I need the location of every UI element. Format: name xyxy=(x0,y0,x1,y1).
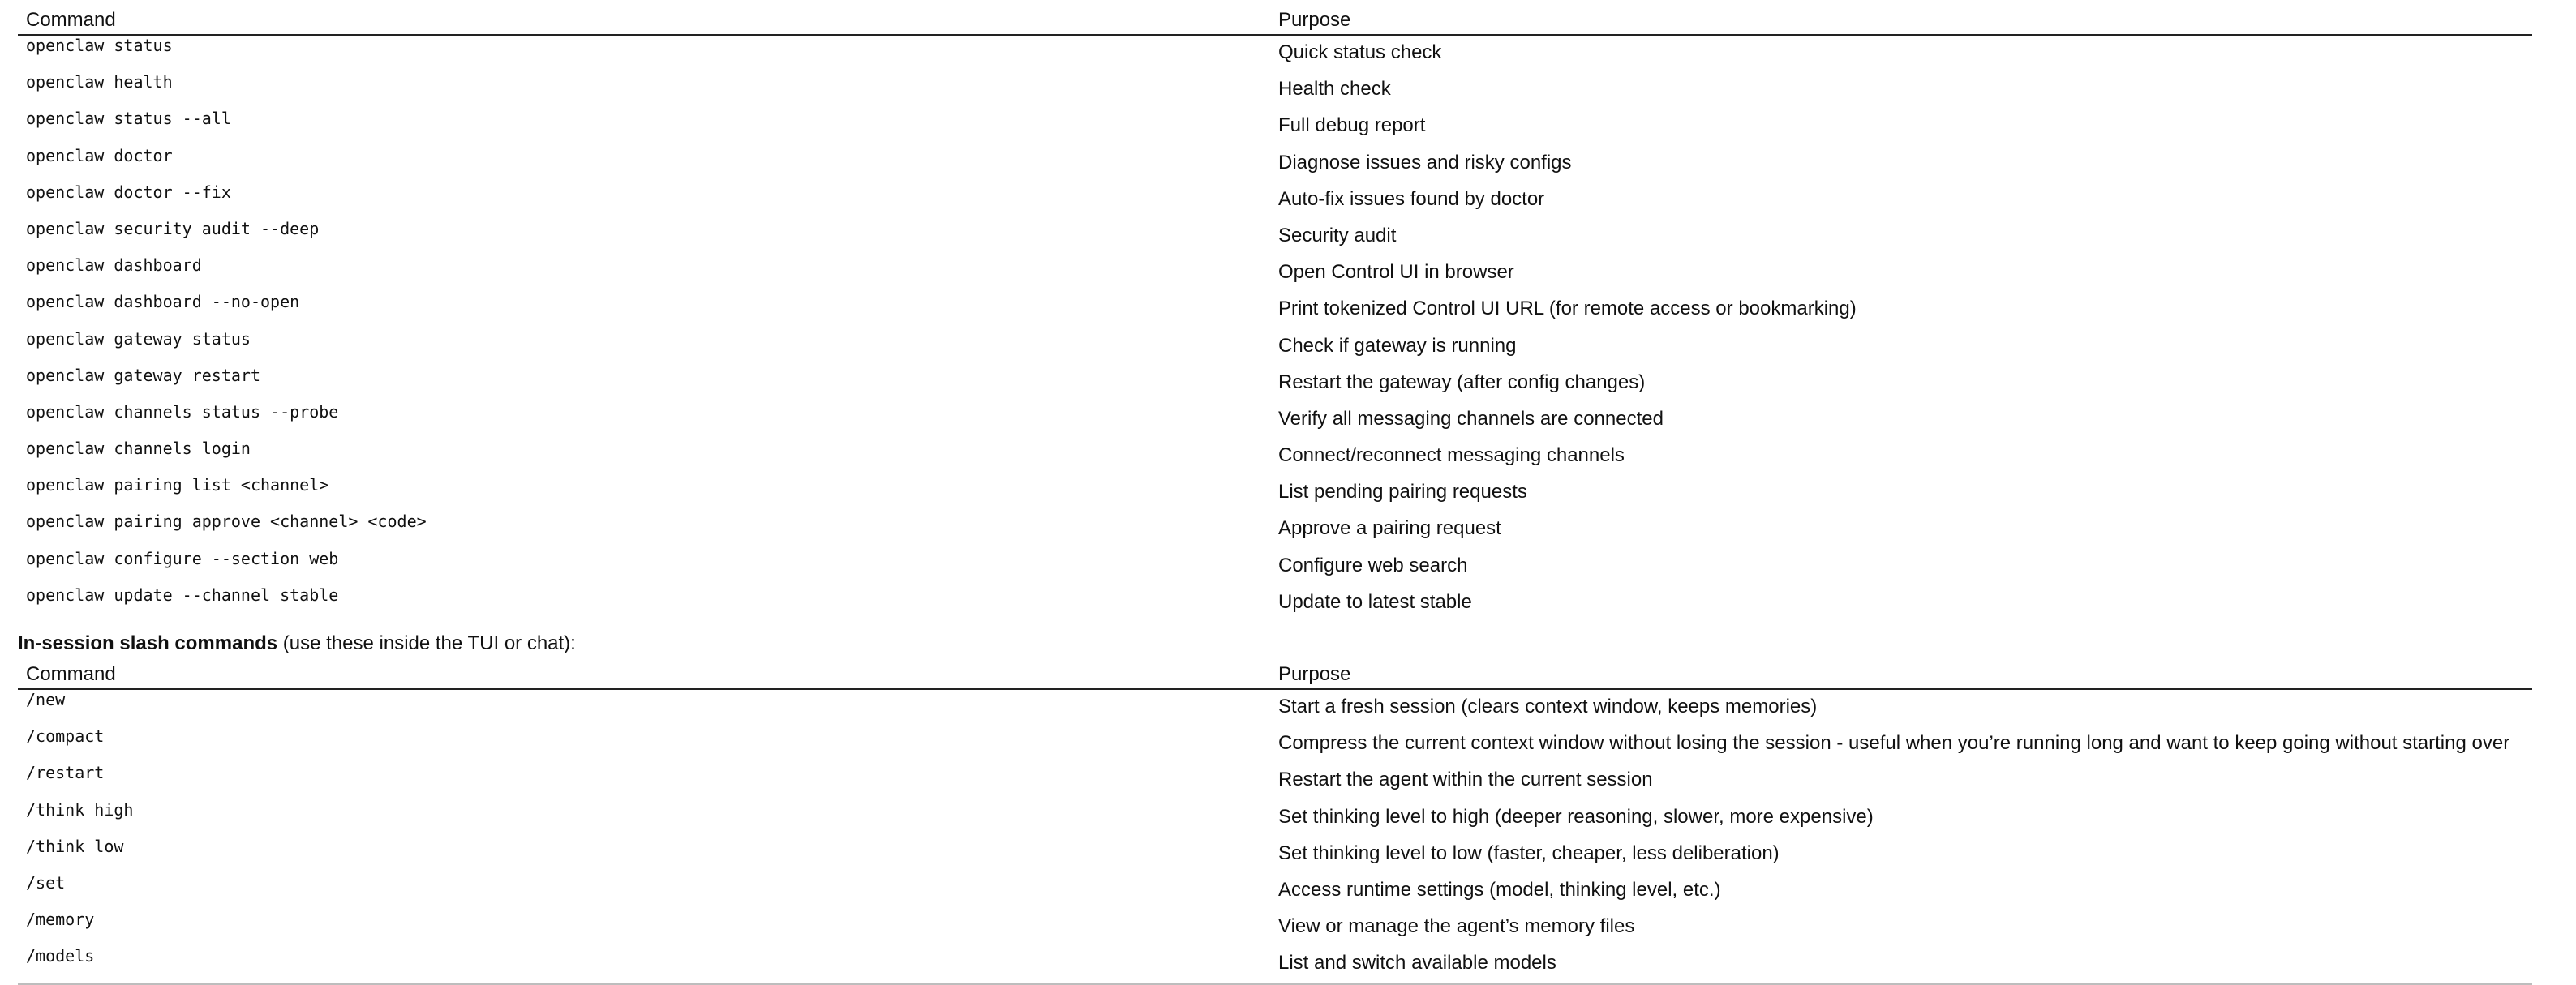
column-header-command: Command xyxy=(18,661,1270,689)
table-row xyxy=(18,585,2532,622)
slash-commands-heading xyxy=(18,632,2532,661)
purpose-cell: Health check xyxy=(1278,78,1391,101)
purpose-cell: Set thinking level to low (faster, cheaper, less deliberation) xyxy=(1278,842,1780,864)
slash-commands-table xyxy=(18,661,2532,983)
table-row xyxy=(18,366,2532,402)
table-row xyxy=(18,255,2532,292)
column-header-purpose: Purpose xyxy=(1270,661,2532,689)
table-row xyxy=(18,873,2532,910)
command-cell: openclaw pairing approve <channel> <code> xyxy=(26,512,427,532)
column-header-purpose: Purpose xyxy=(1270,6,2532,35)
purpose-cell: Set thinking level to high (deeper reasoning, slower, more expensive) xyxy=(1278,805,1874,828)
purpose-cell: Security audit xyxy=(1278,224,1397,246)
command-cell: openclaw dashboard xyxy=(26,255,202,276)
purpose-cell: List pending pairing requests xyxy=(1278,481,1527,503)
table-row xyxy=(18,329,2532,366)
purpose-cell: Configure web search xyxy=(1278,554,1468,576)
table-row xyxy=(18,800,2532,837)
command-cell: openclaw status --all xyxy=(26,109,231,129)
purpose-cell: Access runtime settings (model, thinking level, etc.) xyxy=(1278,878,1721,901)
command-cell: /set xyxy=(26,872,66,893)
purpose-cell: Verify all messaging channels are connected xyxy=(1278,407,1664,430)
table-row xyxy=(18,910,2532,946)
table-row xyxy=(18,219,2532,255)
purpose-cell: Connect/reconnect messaging channels xyxy=(1278,444,1625,467)
command-cell: /memory xyxy=(26,910,95,930)
table-row xyxy=(18,689,2532,726)
command-cell: openclaw channels login xyxy=(26,439,251,459)
purpose-cell: Print tokenized Control UI URL (for remote access or bookmarking) xyxy=(1278,298,1857,320)
purpose-cell: Restart the agent within the current session xyxy=(1278,769,1653,791)
command-cell: /new xyxy=(26,690,66,709)
purpose-cell: Quick status check xyxy=(1278,41,1442,63)
command-cell: openclaw doctor --fix xyxy=(26,182,231,202)
purpose-cell: Full debug report xyxy=(1278,114,1426,137)
table-row xyxy=(18,837,2532,873)
table-row xyxy=(18,475,2532,512)
purpose-cell: Approve a pairing request xyxy=(1278,517,1501,540)
command-cell: /think low xyxy=(26,836,124,856)
table-row xyxy=(18,146,2532,182)
purpose-cell: Start a fresh session (clears context window, keeps memories) xyxy=(1278,696,1818,717)
command-cell: openclaw status xyxy=(26,36,173,55)
table-bottom-rule xyxy=(18,983,2532,985)
command-cell: /think high xyxy=(26,799,134,820)
purpose-cell: Check if gateway is running xyxy=(1278,334,1517,357)
table-row xyxy=(18,763,2532,799)
table-header-row xyxy=(18,6,2532,35)
command-cell: openclaw health xyxy=(26,72,173,92)
table-row xyxy=(18,35,2532,72)
slash-commands-heading-note: (use these inside the TUI or chat): xyxy=(277,632,576,654)
column-header-command: Command xyxy=(18,6,1270,35)
command-cell: openclaw gateway status xyxy=(26,328,251,349)
purpose-cell: View or manage the agent’s memory files xyxy=(1278,915,1635,938)
document-page xyxy=(18,6,2532,985)
table-row xyxy=(18,512,2532,548)
purpose-cell: List and switch available models xyxy=(1278,952,1556,974)
cli-commands-table xyxy=(18,6,2532,622)
table-header-row xyxy=(18,661,2532,689)
command-cell: /compact xyxy=(26,726,105,747)
command-cell: openclaw configure --section web xyxy=(26,548,339,568)
purpose-cell: Auto-fix issues found by doctor xyxy=(1278,187,1545,210)
command-cell: openclaw update --channel stable xyxy=(26,585,339,605)
purpose-cell: Restart the gateway (after config changes) xyxy=(1278,370,1646,393)
table-row xyxy=(18,946,2532,983)
command-cell: openclaw security audit --deep xyxy=(26,218,320,238)
purpose-cell: Open Control UI in browser xyxy=(1278,261,1514,284)
table-row xyxy=(18,402,2532,439)
purpose-cell: Update to latest stable xyxy=(1278,590,1472,613)
purpose-cell: Diagnose issues and risky configs xyxy=(1278,151,1572,173)
command-cell: openclaw doctor xyxy=(26,145,173,165)
table-row xyxy=(18,182,2532,219)
table-row xyxy=(18,72,2532,109)
table-row xyxy=(18,109,2532,145)
table-row xyxy=(18,726,2532,763)
command-cell: openclaw pairing list <channel> xyxy=(26,475,329,495)
table-row xyxy=(18,292,2532,328)
command-cell: /models xyxy=(26,946,95,966)
table-row xyxy=(18,439,2532,475)
command-cell: openclaw dashboard --no-open xyxy=(26,292,300,312)
slash-commands-heading-bold: In-session slash commands xyxy=(18,632,278,654)
table-row xyxy=(18,549,2532,585)
command-cell: openclaw channels status --probe xyxy=(26,401,339,422)
command-cell: openclaw gateway restart xyxy=(26,365,260,385)
purpose-cell: Compress the current context window without losing the session - useful when you’re running long and want to keep going without starting over xyxy=(1278,732,2510,755)
command-cell: /restart xyxy=(26,763,105,783)
